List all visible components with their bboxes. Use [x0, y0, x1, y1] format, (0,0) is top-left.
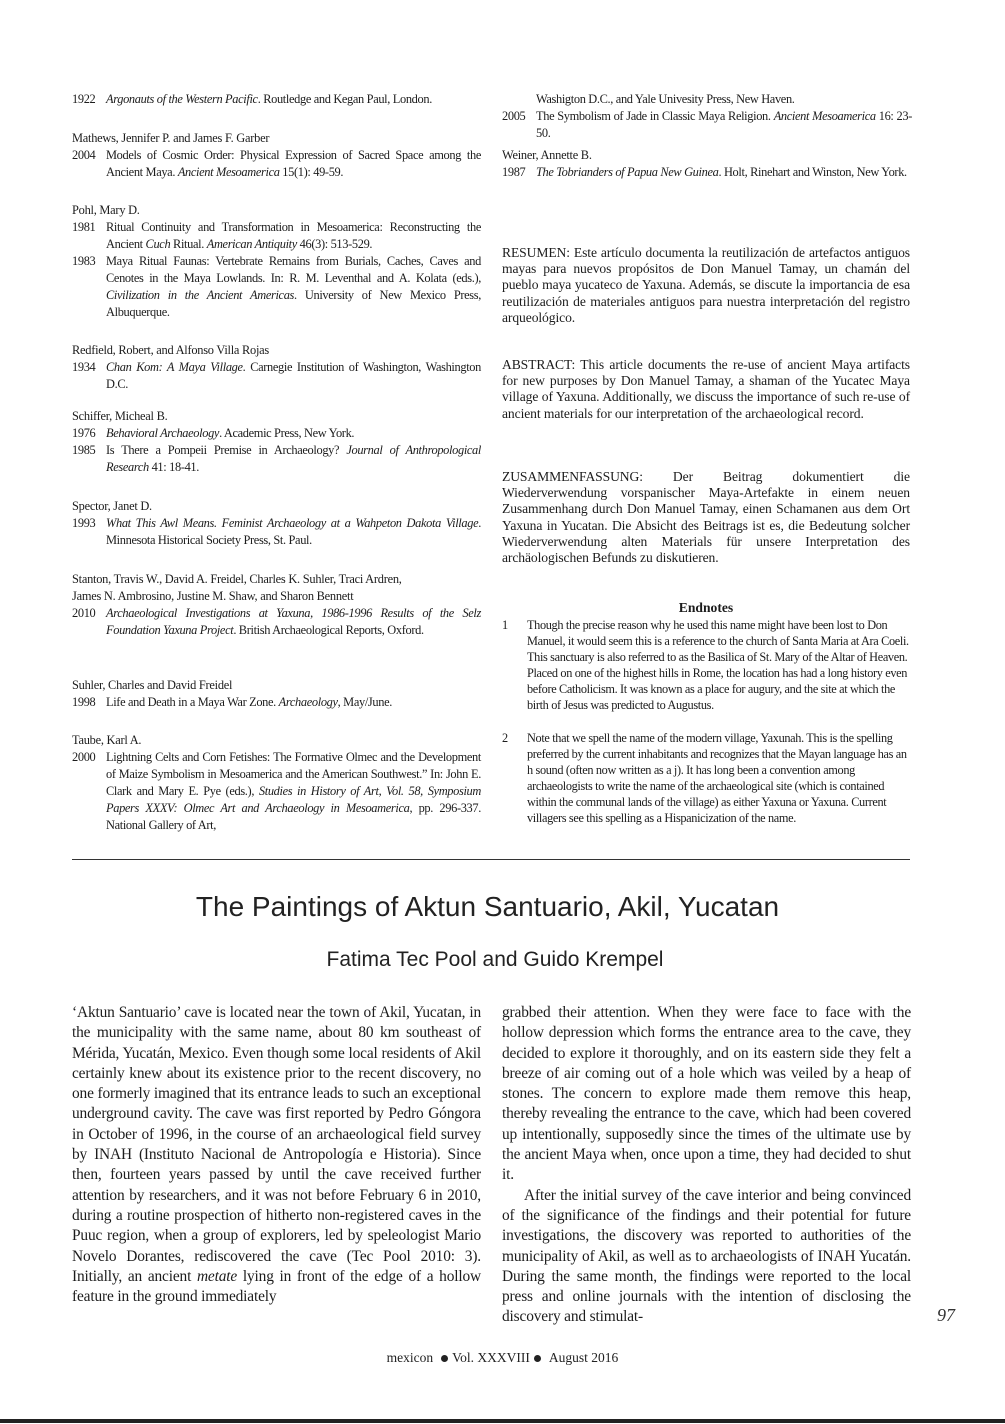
ref-schiffer-1976: 1976 Behavioral Archaeology. Academic Press, New York. — [72, 426, 355, 440]
zusammenfassung: ZUSAMMENFASSUNG: Der Beitrag dokumentiert die Wiederverwendung vorspanischer Maya-Artefakte in einem neuen Zusammenhang durch Don Manuel Tamay, einen Schamanen aus dem Ort Yaxuna in Yucatan. Die Absicht des Beitrags ist es, die Bedeutung solcher Wiederverwendung alten Materials für unsere Interpretation des archäologischen Befunds zu diskutieren. — [502, 469, 910, 566]
ref-author-redfield: Redfield, Robert, and Alfonso Villa Rojas — [72, 343, 269, 357]
endnote-2: 2 Note that we spell the name of the modern village, Yaxunah. This is the spelling preferred by the current inhabitants and recognizes that the Mayan language has an h sound (often now written as a j). It has long been a convention among archaeologists to write the name of the archaeological site (which is contained within the communal lands of the village) as either Yaxuna or Yaxuna. Current villagers see this spelling as a Hispanicization of the name. — [502, 731, 907, 826]
article-body-left-column — [72, 1003, 481, 1307]
ref-weiner-1987: 1987 The Tobrianders of Papua New Guinea. Holt, Rinehart and Winston, New York. — [502, 165, 907, 179]
ref-author-stanton-2: James N. Ambrosino, Justine M. Shaw, and Sharon Bennett — [72, 589, 354, 603]
ref-suhler-1998: 1998 Life and Death in a Maya War Zone. Archaeology, May/June. — [72, 695, 392, 709]
ref-author-taube: Taube, Karl A. — [72, 733, 142, 747]
ref-author-stanton-1: Stanton, Travis W., David A. Freidel, Charles K. Suhler, Traci Ardren, — [72, 572, 402, 586]
ref-author-mathews: Mathews, Jennifer P. and James F. Garber — [72, 131, 270, 145]
endnote-1: 1 Though the precise reason why he used this name might have been lost to Don Manuel, it would seem this is a reference to the church of Santa Maria at Ara Coeli. This sanctuary is also referred to as the Basilica of St. Mary of the Altar of Heaven. Placed on one of the highest hills in Rome, the location has had a long history even before Catholicism. It was known as a place for augury, and the site at which the birth of Jesus was predicted to Augustus. — [502, 618, 909, 713]
ref-author-pohl: Pohl, Mary D. — [72, 203, 140, 217]
ref-author-spector: Spector, Janet D. — [72, 499, 152, 513]
ref-author-suhler: Suhler, Charles and David Freidel — [72, 678, 233, 692]
body-paragraph: grabbed their attention. When they were face to face with the hollow depression which forms the entrance area to the cave, they decided to explore it thoroughly, and on its eastern side they felt a breeze of air coming out of a hole which was veiled by a heap of stones. The concern to explore made them remove this heap, thereby revealing the entrance to the cave, which had been covered up intentionally, supposedly since the times of the ultimate use by the ancient Maya when, once upon a time, they had decided to shut it. — [502, 1004, 911, 1184]
body-paragraph: After the initial survey of the cave interior and being convinced of the significance of the findings and their potential for future investigations, the discovery was reported to authorities of the municipality of Akil, as well as to archaeologists of INAH Yucatán. During the same month, the findings were reported to the local press and online journals with the intention of disclosing the discovery and stimulat- — [502, 1186, 911, 1326]
abstract: ABSTRACT: This article documents the re-use of ancient Maya artifacts for new purposes by Don Manuel Tamay, a shaman of the Yucatec Maya village of Yaxuna. Additionally, we discuss the importance of such re-use of ancient materials for our interpretation of the archaeological record. — [502, 357, 910, 421]
ref-stanton-2010: 2010 Archaeological Investigations at Yaxuna, 1986-1996 Results of the Selz Foundation Yaxuna Project. British Archaeological Reports, Oxford. — [72, 606, 481, 637]
page-footer — [0, 1350, 1005, 1366]
ref-mathews-2004: 2004 Models of Cosmic Order: Physical Expression of Sacred Space among the Ancient Maya. Ancient Mesoamerica 15(1): 49-59. — [72, 148, 481, 179]
footer-date: August 2016 — [548, 1350, 619, 1365]
article-title: The Paintings of Aktun Santuario, Akil, Yucatan — [195, 891, 780, 922]
ref-taube-2000: 2000 Lightning Celts and Corn Fetishes: The Formative Olmec and the Development of Maize Symbolism in Mesoamerica and the American Southwest.” In: John E. Clark and Mary E. Pye (eds.), Studies in History of Art, Vol. 58, Symposium Papers XXXV: Olmec Art and Archaeology in Mesoamerica, pp. 296-337. National Gallery of Art, — [72, 750, 482, 832]
endnotes-heading: Endnotes — [678, 600, 734, 615]
article-body-right-column — [502, 1003, 911, 1328]
ref-redfield-1934: 1934 Chan Kom: A Maya Village. Carnegie Institution of Washington, Washington D.C. — [72, 360, 481, 391]
section-divider — [72, 859, 910, 860]
footer-volume: Vol. XXXVIII — [452, 1350, 530, 1365]
ref-taube-2000-continued: Washigton D.C., and Yale Univesity Press, New Haven. — [536, 92, 795, 106]
ref-spector-1993: 1993 What This Awl Means. Feminist Archaeology at a Wahpeton Dakota Village. Minnesota Historical Society Press, St. Paul. — [72, 516, 481, 547]
ref-pohl-1981: 1981 Ritual Continuity and Transformation in Mesoamerica: Reconstructing the Ancient Cuch Ritual. American Antiquity 46(3): 513-529. — [72, 220, 481, 251]
resumen: RESUMEN: Este artículo documenta la reutilización de artefactos antiguos mayas para nuevos propósitos de Don Manuel Tamay, un chamán del pueblo maya yucateco de Yaxuna. Además, se discute la importancia de esa reutilización de materiales antiguos para nuestra interpretación del registro arqueológico. — [502, 245, 910, 325]
ref-pohl-1983: 1983 Maya Ritual Faunas: Vertebrate Remains from Burials, Caches, Caves and Cenotes in the Maya Lowlands. In: R. M. Leventhal and A. Kolata (eds.), Civilization in the Ancient Americas. University of New Mexico Press, Albuquerque. — [72, 254, 481, 319]
ref-author-weiner: Weiner, Annette B. — [502, 148, 592, 162]
page-bottom-edge — [0, 1419, 1005, 1423]
ref-author-schiffer: Schiffer, Micheal B. — [72, 409, 168, 423]
ref-schiffer-1985: 1985 Is There a Pompeii Premise in Archaeology? Journal of Anthropological Research 41: 18-41. — [72, 443, 481, 474]
bullet-icon — [441, 1355, 448, 1362]
page-number: 97 — [937, 1305, 955, 1325]
bullet-icon — [534, 1355, 541, 1362]
body-paragraph: ‘Aktun Santuario’ cave is located near the town of Akil, Yucatan, in the municipality with the same name, about 80 km southeast of Mérida, Yucatán, Mexico. Even though some local residents of Akil certainly knew about its existence prior to the recent discovery, no one formerly imagined that its entrance leads to such an exceptional underground cavity. The cave was first reported by Pedro Góngora in October of 1996, in the course of an archaeological field survey by INAH (Instituto Nacional de Antropología e Historia). Since then, fourteen years passed by until the cave received further attention by researchers, and it was not before February 6 in 2010, during a routine prospection of hitherto non-registered caves in the Puuc region, when a group of explorers, led by speleologist Mario Novelo Dorantes, rediscovered the cave (Tec Pool 2010: 3). Initially, an ancient metate lying in front of the edge of a hollow feature in the ground immediately — [72, 1004, 482, 1306]
ref-malinowski-1922: 1922 Argonauts of the Western Pacific. Routledge and Kegan Paul, London. — [72, 92, 432, 106]
article-authors: Fatima Tec Pool and Guido Krempel — [326, 948, 664, 971]
ref-taube-2005: 2005 The Symbolism of Jade in Classic Maya Religion. Ancient Mesoamerica 16: 23-50. — [502, 109, 913, 140]
footer-journal: mexicon — [386, 1350, 434, 1365]
